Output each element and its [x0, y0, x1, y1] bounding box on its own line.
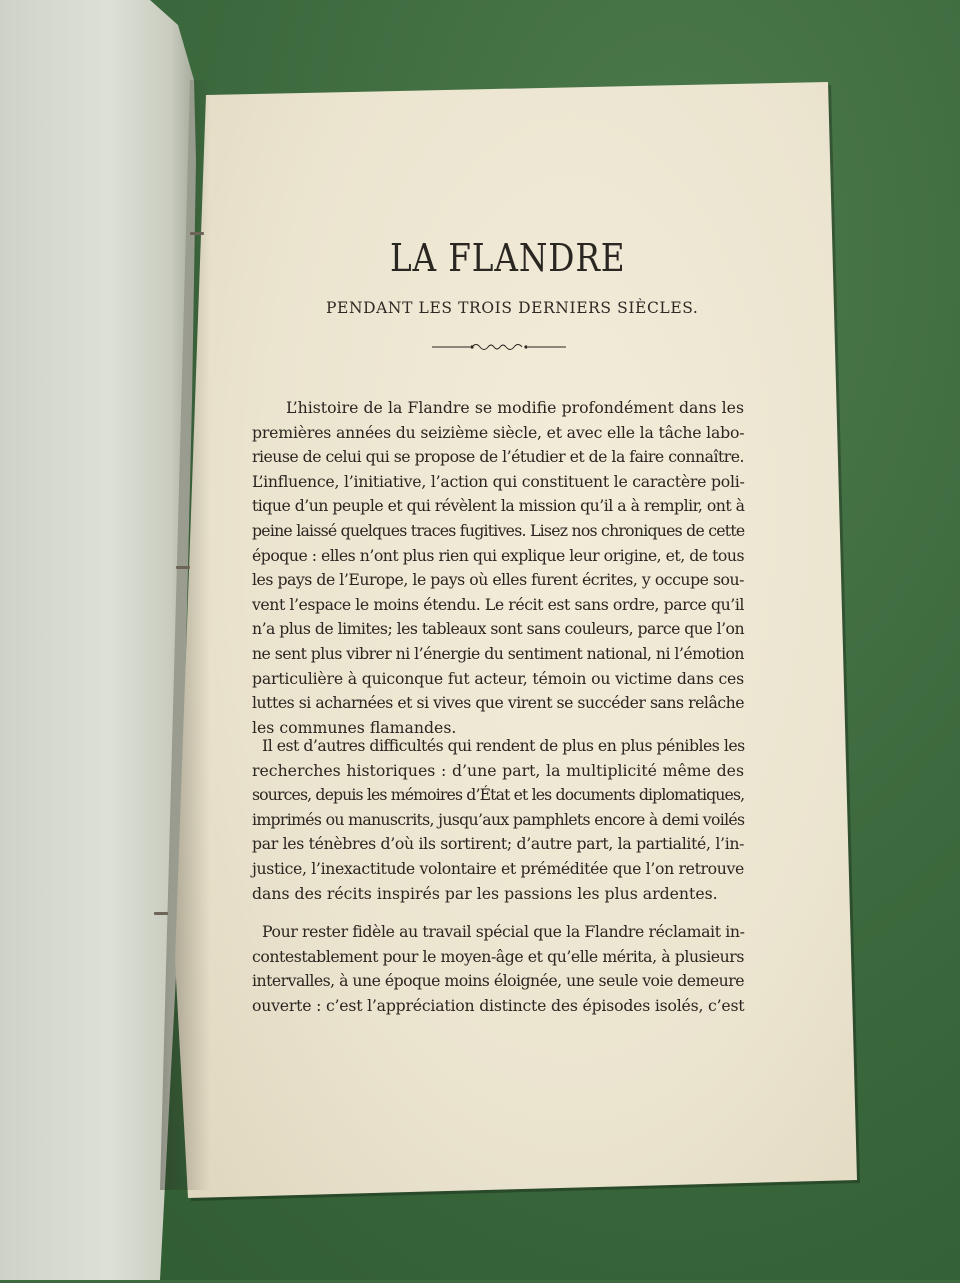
- text-line: époque : elles n’ont plus rien qui explique leur origine, et, de tous: [252, 545, 744, 565]
- text-line: recherches historiques : d’une part, la multiplicité même des: [252, 760, 744, 780]
- decorative-rule-icon: [432, 340, 566, 354]
- text-line: particulière à quiconque fut acteur, témoin ou victime dans ces: [252, 668, 744, 688]
- page-title: LA FLANDRE: [390, 236, 626, 280]
- page-subtitle: PENDANT LES TROIS DERNIERS SIÈCLES.: [326, 299, 699, 317]
- text-line: justice, l’inexactitude volontaire et préméditée que l’on retrouve: [252, 858, 744, 878]
- text-line: tique d’un peuple et qui révèlent la mission qu’il a à remplir, ont à: [252, 496, 745, 516]
- text-line: les pays de l’Europe, le pays où elles furent écrites, y occupe sou-: [252, 570, 744, 590]
- text-line: Pour rester fidèle au travail spécial que la Flandre réclamait in-: [262, 922, 745, 941]
- text-line: les communes flamandes.: [252, 717, 457, 737]
- paragraph-1: [252, 396, 744, 740]
- text-line: sources, depuis les mémoires d’État et les documents diplomatiques,: [252, 785, 745, 805]
- text-line: ne sent plus vibrer ni l’énergie du sentiment national, ni l’émotion: [252, 643, 744, 663]
- text-line: peine laissé quelques traces fugitives. Lisez nos chroniques de cette: [252, 520, 745, 540]
- text-line: imprimés ou manuscrits, jusqu’aux pamphlets encore à demi voilés: [252, 809, 745, 829]
- text-line: intervalles, à une époque moins éloignée, une seule voie demeure: [252, 971, 744, 991]
- text-line: Il est d’autres difficultés qui rendent de plus en plus pénibles les: [262, 736, 745, 755]
- text-line: premières années du seizième siècle, et avec elle la tâche labo-: [252, 422, 745, 442]
- text-line: contestablement pour le moyen-âge et qu’elle mérita, à plusieurs: [252, 946, 744, 966]
- text-line: par les ténèbres d’où ils sortirent; d’autre part, la partialité, l’in-: [252, 834, 745, 854]
- paragraph-2: [252, 734, 744, 906]
- text-line: ouverte : c’est l’appréciation distincte des épisodes isolés, c’est: [252, 995, 745, 1015]
- text-line: L’histoire de la Flandre se modifie profondément dans les: [286, 398, 744, 417]
- text-line: n’a plus de limites; les tableaux sont sans couleurs, parce que l’on: [252, 619, 745, 639]
- text-line: vent l’espace le moins étendu. Le récit est sans ordre, parce qu’il: [252, 594, 744, 614]
- text-line: luttes si acharnées et si vives que virent se succéder sans relâche: [252, 693, 745, 713]
- paragraph-3: [252, 920, 744, 1018]
- text-line: L’influence, l’initiative, l’action qui constituent le caractère poli-: [252, 471, 745, 491]
- text-line: rieuse de celui qui se propose de l’étudier et de la faire connaître.: [252, 447, 744, 467]
- text-line: dans des récits inspirés par les passions les plus ardentes.: [252, 883, 718, 903]
